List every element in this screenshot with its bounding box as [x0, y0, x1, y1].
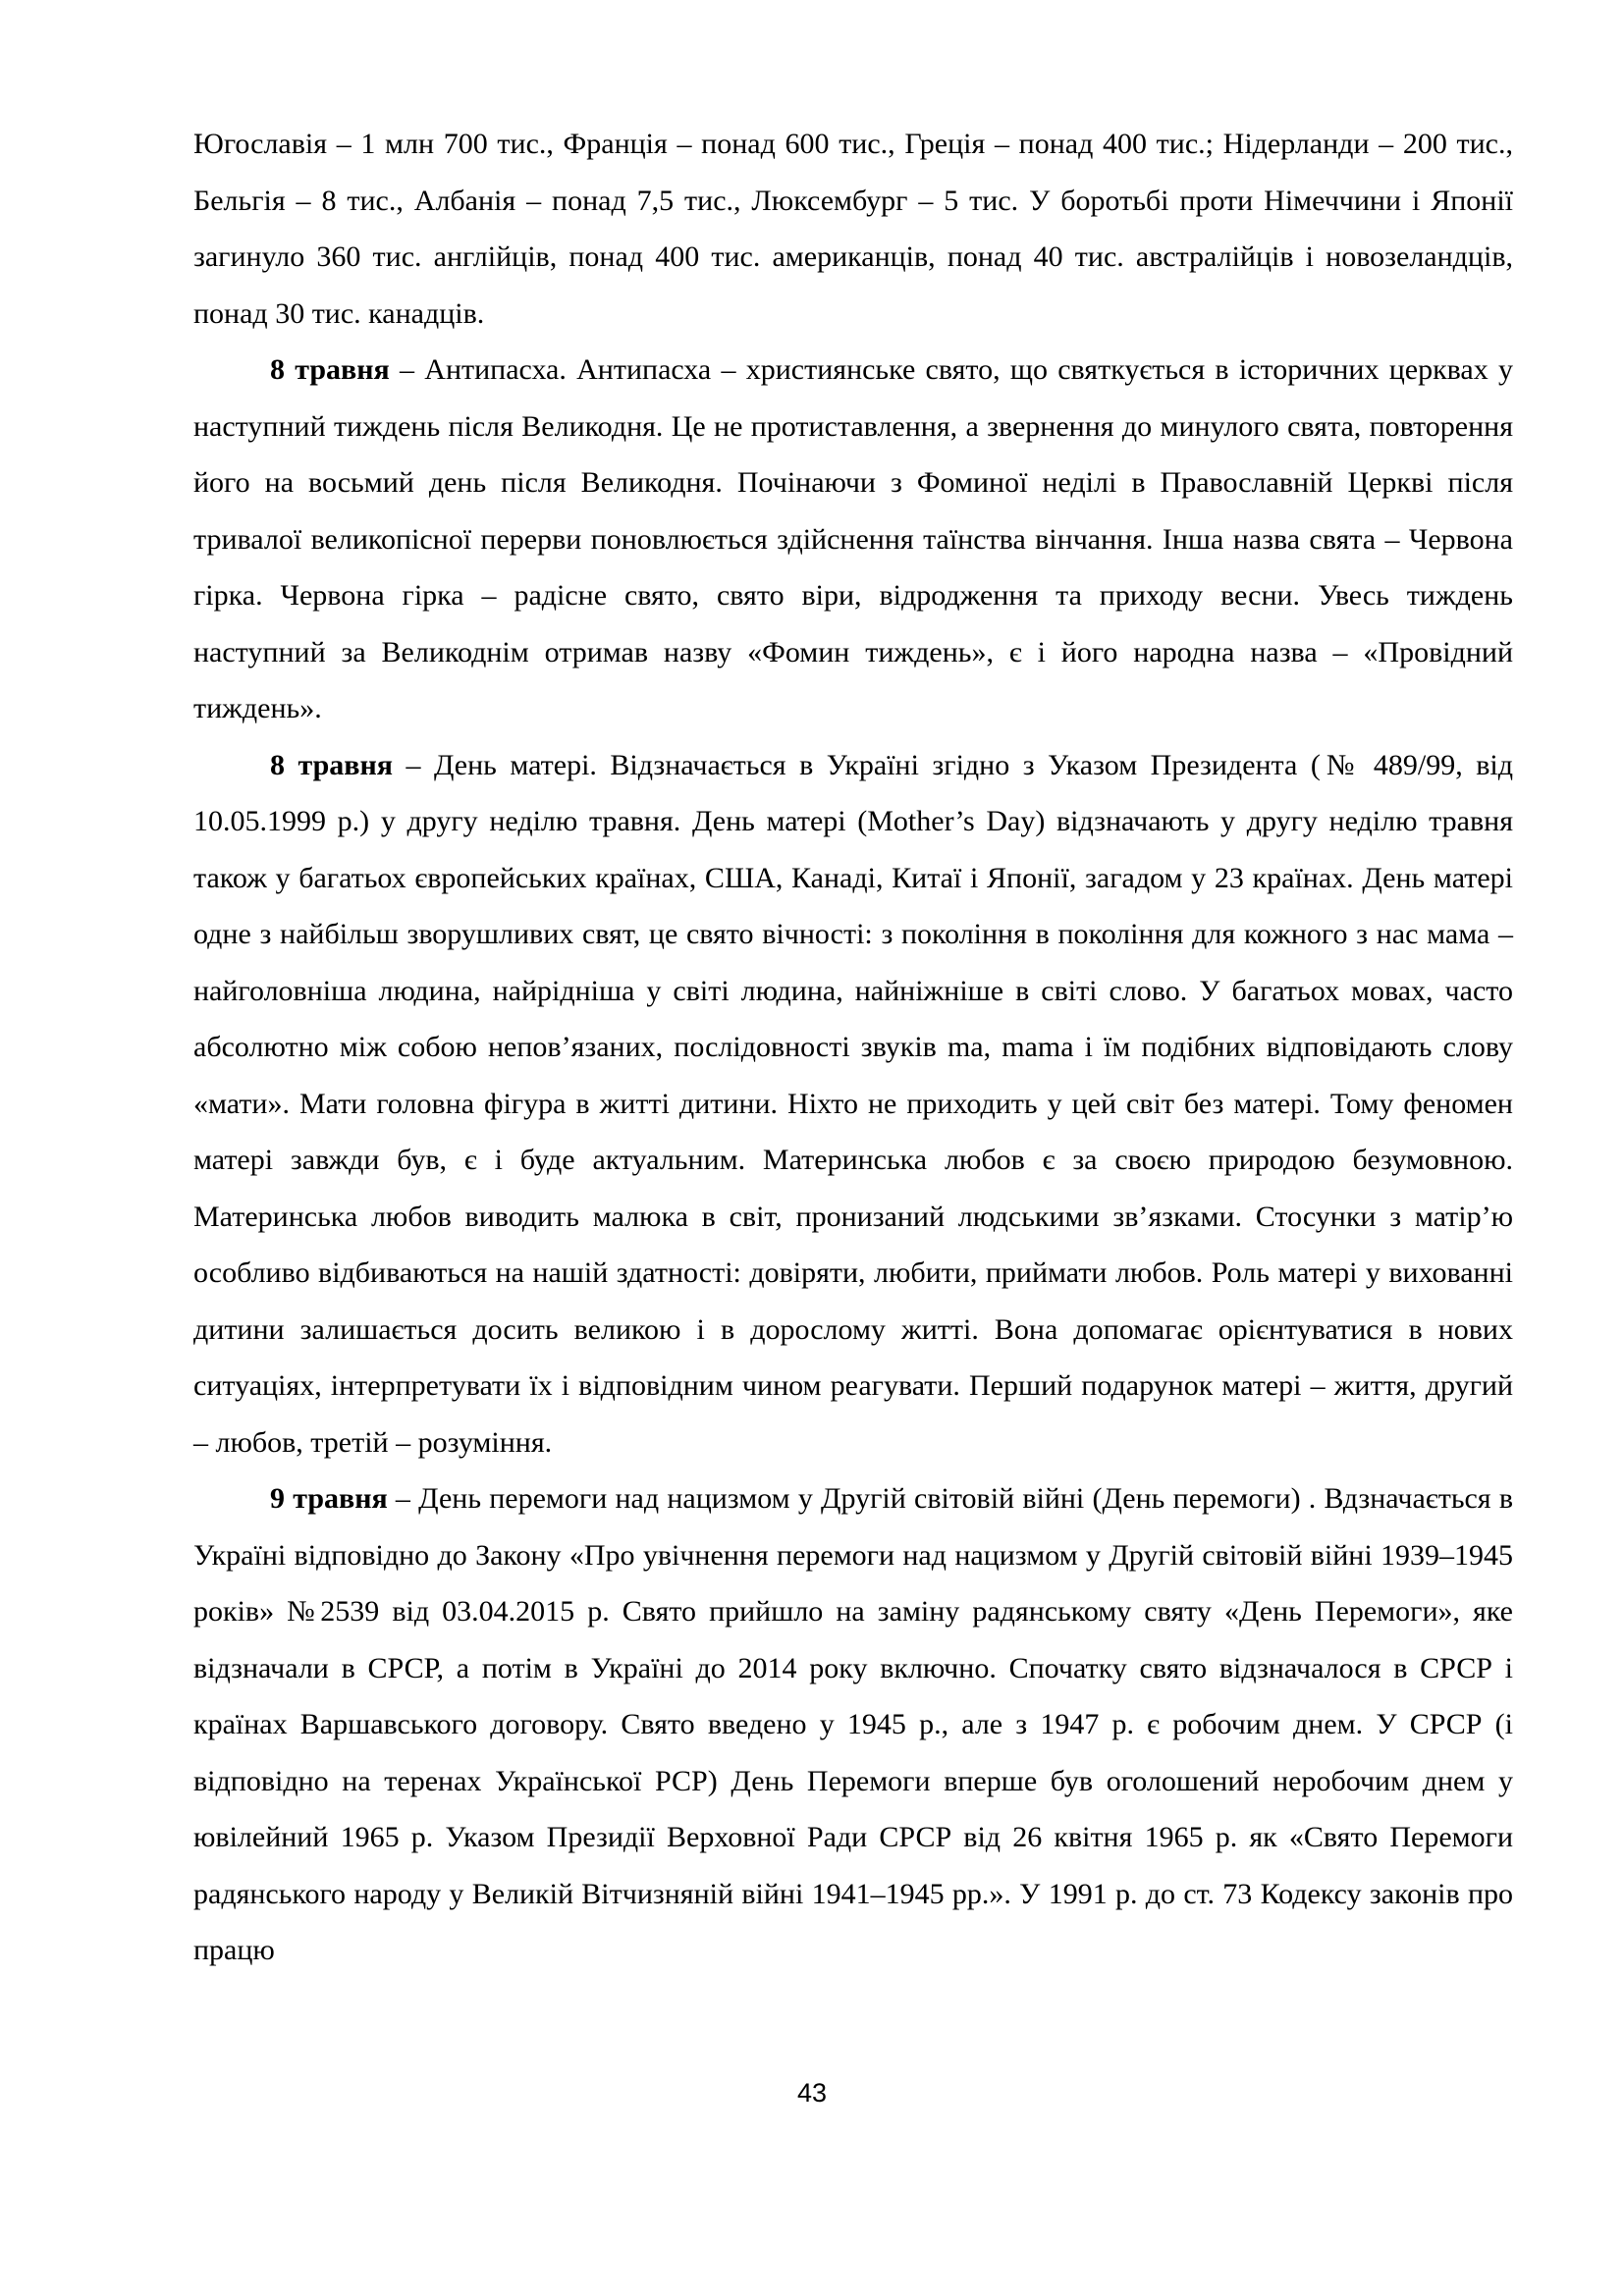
paragraph-date-heading: 8 травня	[270, 353, 390, 386]
paragraph-text: – День перемоги над нацизмом у Другій світовій війні (День перемоги) . Вдзначається в Україні відповідно до Закону «Про увічнення перемоги над нацизмом у Другій світовій війні 1939–1945 років» №2539 від 03.04.2015 р. Свято прийшло на заміну радянському святу «День Перемоги», яке відзначали в СРСР, а потім в Україні до 2014 року включно. Спочатку свято відзначалося в СРСР і країнах Варшавського договору. Свято введено у 1945 р., але з 1947 р. є робочим днем. У СРСР (і відповідно на теренах Української РСР) День Перемоги вперше був оголошений неробочим днем у ювілейний 1965 р. Указом Президії Верховної Ради СРСР від 26 квітня 1965 р. як «Свято Перемоги радянського народу у Великій Вітчизняній війні 1941–1945 рр.». У 1991 р. до ст. 73 Кодексу законів про працю	[193, 1482, 1513, 1966]
paragraph-mothers-day	[193, 737, 1513, 1471]
paragraph-continuation	[193, 116, 1513, 342]
paragraph-victory-day	[193, 1470, 1513, 1979]
paragraph-text: – День матері. Відзначається в Україні згідно з Указом Президента (№ 489/99, від 10.05.1999 р.) у другу неділю травня. День матері (Mother’s Day) відзначають у другу неділю травня також у багатьох європейських країнах, США, Канаді, Китаї і Японії, загадом у 23 країнах. День матері одне з найбільш зворушливих свят, це свято вічності: з покоління в покоління для кожного з нас мама – найголовніша людина, найрідніша у світі людина, найніжніше в світі слово. У багатьох мовах, часто абсолютно між собою непов’язаних, послідовності звуків ma, mama і їм подібних відповідають слову «мати». Мати головна фігура в житті дитини. Ніхто не приходить у цей світ без матері. Тому феномен матері завжди був, є і буде актуальним. Материнська любов є за своєю природою безумовною. Материнська любов виводить малюка в світ, пронизаний людськими зв’язками. Стосунки з матір’ю особливо відбиваються на нашій здатності: довіряти, любити, приймати любов. Роль матері у вихованні дитини залишається досить великою і в дорослому житті. Вона допомагає орієнтуватися в нових ситуаціях, інтерпретувати їх і відповідним чином реагувати. Перший подарунок матері – життя, другий – любов, третій – розуміння.	[193, 748, 1513, 1459]
page-number: 43	[796, 2078, 828, 2108]
paragraph-text: – Антипасха. Антипасха – християнське свято, що святкується в історичних церквах у наступний тиждень після Великодня. Це не протиставлення, а звернення до минулого свята, повторення його на восьмий день після Великодня. Почінаючи з Фоминої неділі в Православній Церкві після тривалої великопісної перерви поновлюється здійснення таїнства вінчання. Інша назва свята – Червона гірка. Червона гірка – радісне свято, свято віри, відродження та приходу весни. Увесь тиждень наступний за Великоднім отримав назву «Фомин тиждень», є і його народна назва – «Провідний тиждень».	[193, 353, 1513, 724]
document-body	[193, 116, 1513, 1979]
paragraph-date-heading: 8 травня	[270, 748, 393, 781]
paragraph-text: Югославія – 1 млн 700 тис., Франція – понад 600 тис., Греція – понад 400 тис.; Нідерланди – 200 тис., Бельгія – 8 тис., Албанія – понад 7,5 тис., Люксембург – 5 тис. У боротьбі проти Німеччини і Японії загинуло 360 тис. англійців, понад 400 тис. американців, понад 40 тис. австралійців і новозеландців, понад 30 тис. канадців.	[193, 128, 1513, 330]
paragraph-date-heading: 9 травня	[270, 1482, 388, 1515]
paragraph-antipascha	[193, 342, 1513, 737]
